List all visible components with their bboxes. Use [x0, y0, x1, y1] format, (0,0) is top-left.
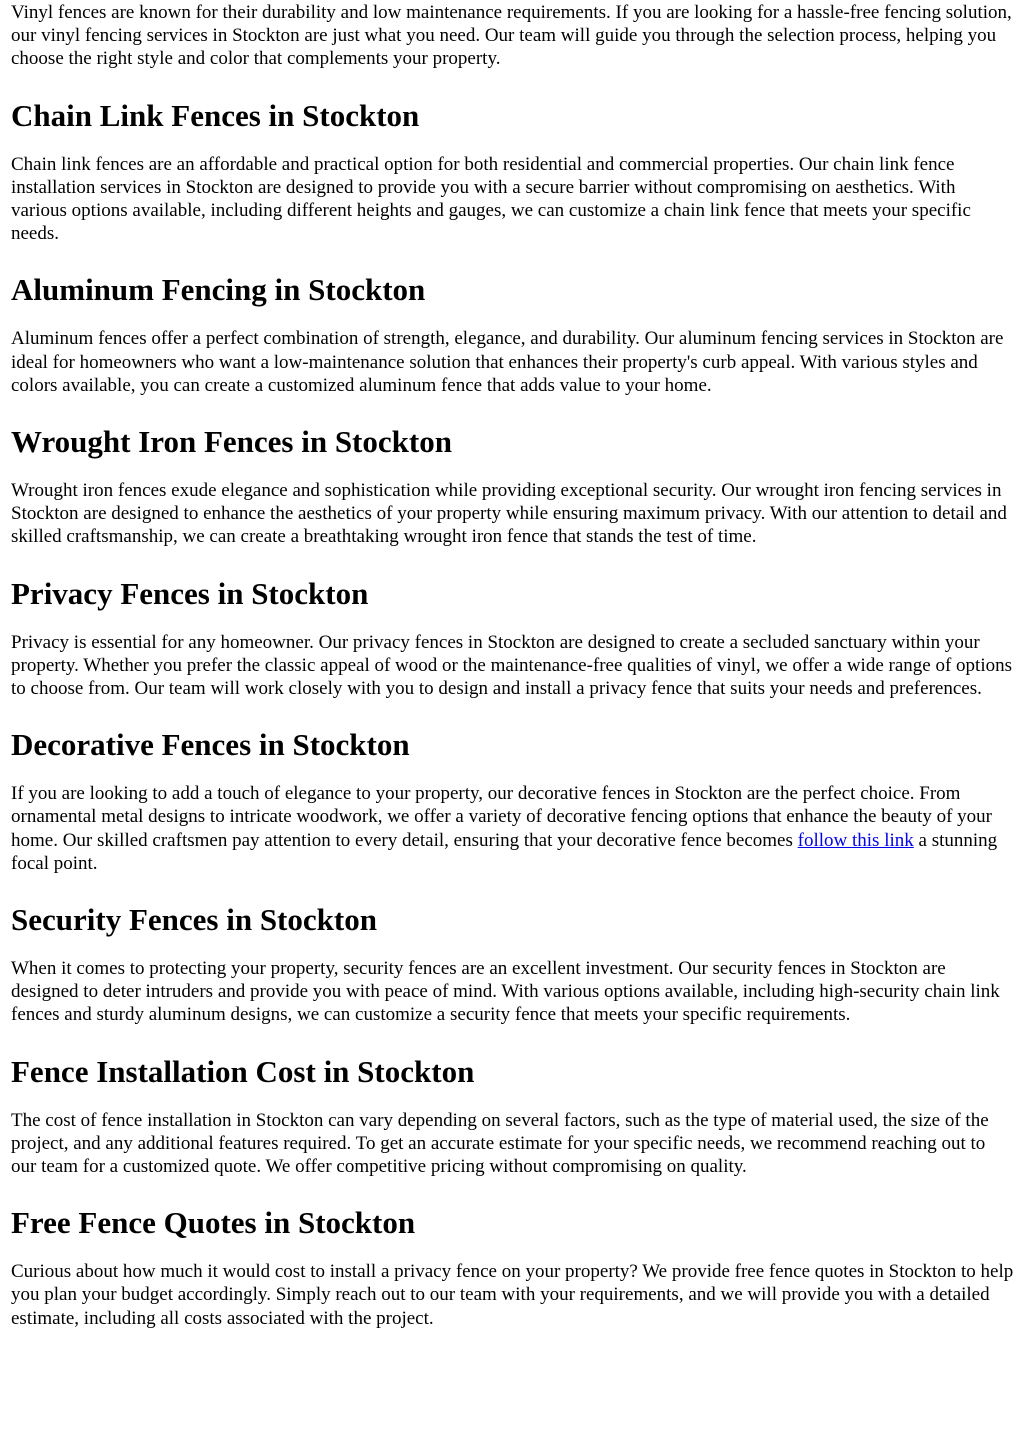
- heading-fence-installation-cost: Fence Installation Cost in Stockton: [11, 1053, 475, 1089]
- heading-security-fences: Security Fences in Stockton: [11, 902, 377, 938]
- heading-decorative-fences: Decorative Fences in Stockton: [11, 727, 410, 763]
- heading-privacy-fences: Privacy Fences in Stockton: [11, 575, 369, 611]
- heading-chain-link-fences: Chain Link Fences in Stockton: [11, 97, 420, 133]
- heading-wrought-iron-fences: Wrought Iron Fences in Stockton: [11, 424, 452, 460]
- heading-aluminum-fencing: Aluminum Fencing in Stockton: [11, 272, 426, 308]
- paragraph-privacy-fences: Privacy is essential for any homeowner. Our privacy fences in Stockton are designed to create a secluded sanctuary within your property. Whether you prefer the classic appeal of wood or the maintenance-free qualities of vinyl, we offer a wide range of options to choose from. Our team will work closely with you to design and install a privacy fence that suits your needs and preferences.: [11, 631, 1012, 700]
- paragraph-wrought-iron-fences: Wrought iron fences exude elegance and sophistication while providing exceptional security. Our wrought iron fencing services in Stockton are designed to enhance the aesthetics of your property while ensuring maximum privacy. With our attention to detail and skilled craftsmanship, we can create a breathtaking wrought iron fence that stands the test of time.: [11, 480, 1007, 548]
- intro-paragraph: Vinyl fences are known for their durability and low maintenance requirements. If you are looking for a hassle-free fencing solution, our vinyl fencing services in Stockton are just what you need. Our team will guide you through the selection process, helping you choose the right style and color that complements your property.: [11, 2, 1012, 70]
- paragraph-chain-link-fences: Chain link fences are an affordable and practical option for both residential and commercial properties. Our chain link fence installation services in Stockton are designed to provide you with a secure barrier without compromising on aesthetics. With various options available, including different heights and gauges, we can customize a chain link fence that meets your specific needs.: [11, 153, 971, 245]
- follow-this-link[interactable]: follow this link: [797, 829, 914, 851]
- paragraph-aluminum-fencing: Aluminum fences offer a perfect combination of strength, elegance, and durability. Our aluminum fencing services in Stockton are ideal for homeowners who want a low-maintenance solution that enhances their property's curb appeal. With various styles and colors available, you can create a customized aluminum fence that adds value to your home.: [11, 328, 1004, 396]
- paragraph-decorative-fences: [11, 782, 1014, 875]
- paragraph-free-fence-quotes: Curious about how much it would cost to install a privacy fence on your property? We provide free fence quotes in Stockton to help you plan your budget accordingly. Simply reach out to our team with your requirements, and we will provide you with a detailed estimate, including all costs associated with the project.: [11, 1261, 1014, 1329]
- document-page: [0, 1, 1024, 1330]
- decorative-text-after-link: a stunning focal point.: [11, 829, 998, 874]
- paragraph-fence-installation-cost: The cost of fence installation in Stockton can vary depending on several factors, such as the type of material used, the size of the project, and any additional features required. To get an accurate estimate for your specific needs, we recommend reaching out to our team for a customized quote. We offer competitive pricing without compromising on quality.: [11, 1109, 989, 1178]
- decorative-text-before-link: If you are looking to add a touch of elegance to your property, our decorative fences in Stockton are the perfect choice. From ornamental metal designs to intricate woodwork, we offer a variety of decorative fencing options that enhance the beauty of your home. Our skilled craftsmen pay attention to every detail, ensuring that your decorative fence becomes: [11, 783, 992, 851]
- paragraph-security-fences: When it comes to protecting your property, security fences are an excellent investment. Our security fences in Stockton are designed to deter intruders and provide you with peace of mind. With various options available, including high-security chain link fences and sturdy aluminum designs, we can customize a security fence that meets your specific requirements.: [11, 958, 1000, 1026]
- heading-free-fence-quotes: Free Fence Quotes in Stockton: [11, 1205, 416, 1241]
